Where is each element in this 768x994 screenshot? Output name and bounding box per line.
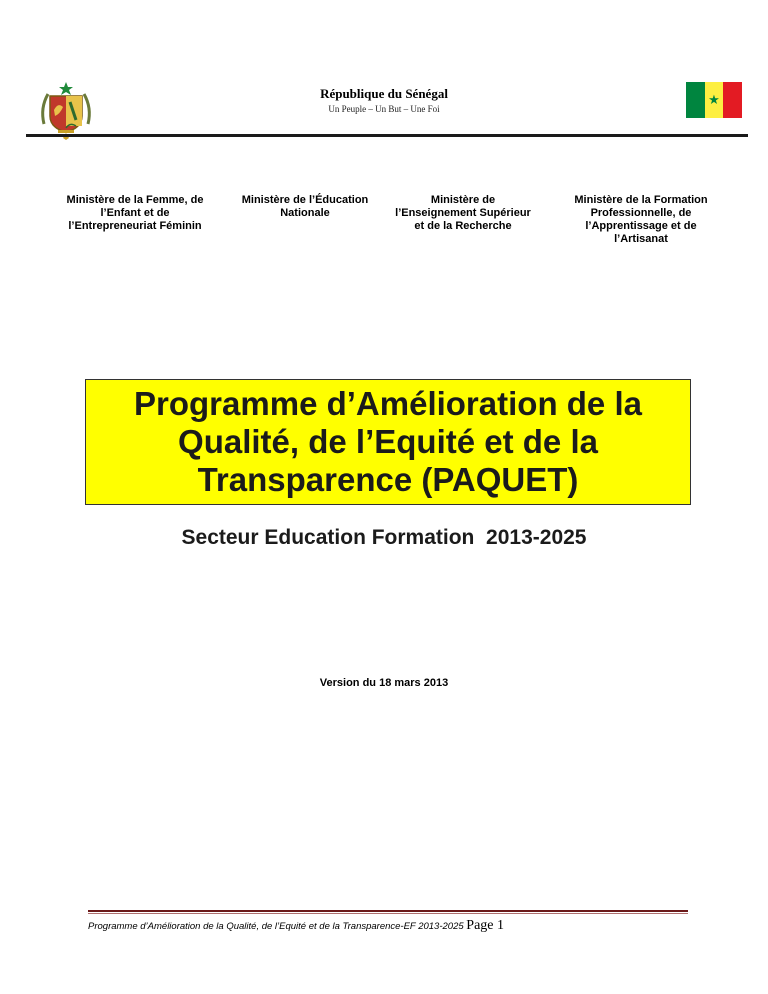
- senegal-flag-icon: [686, 82, 742, 118]
- document-title-box: [85, 379, 691, 505]
- ministry-higher-education: [386, 194, 540, 233]
- title-line: Qualité, de l’Equité et de la: [178, 423, 598, 460]
- ministry-women-children: [58, 194, 212, 233]
- ministry-national-education: [230, 194, 380, 220]
- ministry-line: Ministère de l’Éducation: [241, 194, 369, 206]
- document-title: [134, 385, 642, 499]
- ministry-line: Ministère de: [430, 194, 496, 206]
- header-divider: [26, 134, 748, 137]
- footer-divider-thin: [88, 913, 688, 914]
- republic-name: République du Sénégal: [320, 86, 448, 101]
- ministry-line: l’Enfant et de: [100, 207, 170, 219]
- ministry-vocational-training: [556, 194, 726, 246]
- national-motto: Un Peuple – Un But – Une Foi: [328, 104, 440, 114]
- ministry-line: et de la Recherche: [414, 220, 512, 232]
- green-star-icon: ★: [708, 92, 720, 108]
- flag-yellow-band: [705, 82, 724, 118]
- ministry-line: l’Artisanat: [614, 233, 668, 245]
- ministry-line: l’Apprentissage et de: [585, 220, 697, 232]
- title-line: Programme d’Amélioration de la: [134, 385, 642, 422]
- document-subtitle: Secteur Education Formation 2013-2025: [181, 526, 587, 549]
- ministry-line: Nationale: [280, 207, 330, 219]
- title-line: Transparence (PAQUET): [197, 461, 579, 498]
- flag-red-band: [723, 82, 742, 118]
- page-number: Page 1: [466, 918, 504, 933]
- page-footer: [88, 918, 504, 934]
- footer-title: Programme d’Amélioration de la Qualité, de l’Equité et de la Transparence-EF 2013-2025: [88, 921, 464, 932]
- flag-green-band: [686, 82, 705, 118]
- footer-divider: [88, 910, 688, 912]
- ministry-line: l’Entrepreneuriat Féminin: [68, 220, 202, 232]
- version-date: Version du 18 mars 2013: [319, 677, 449, 689]
- ministry-line: Professionnelle, de: [590, 207, 692, 219]
- ministry-line: l’Enseignement Supérieur: [395, 207, 531, 219]
- ministry-line: Ministère de la Formation: [574, 194, 708, 206]
- ministry-line: Ministère de la Femme, de: [66, 194, 204, 206]
